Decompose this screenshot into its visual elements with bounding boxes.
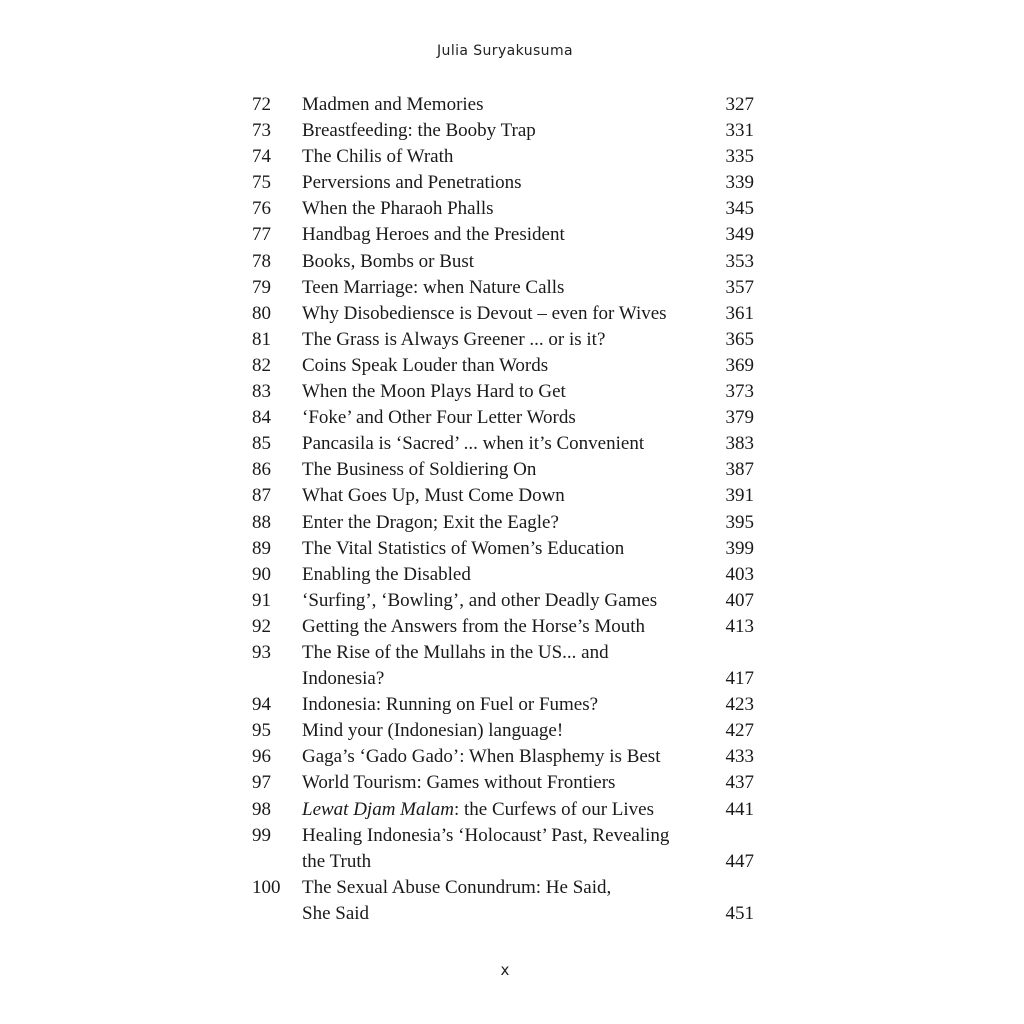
toc-entry-page: 451 — [725, 902, 754, 924]
toc-entry-page: 383 — [725, 433, 754, 455]
toc-entry-title: When the Moon Plays Hard to Get — [302, 381, 566, 403]
toc-entry-title: Pancasila is ‘Sacred’ ... when it’s Convenient — [302, 433, 645, 455]
toc-entry-number: 96 — [252, 746, 271, 768]
toc-entry — [252, 301, 754, 327]
toc-entry-page: 447 — [725, 850, 754, 872]
toc-entry-title — [302, 797, 718, 823]
toc-entry — [252, 588, 754, 614]
toc-entry-page: 373 — [725, 381, 754, 403]
toc-entry-number: 75 — [252, 172, 271, 194]
toc-entry-number: 92 — [252, 615, 271, 637]
toc-entry-page: 339 — [725, 172, 754, 194]
toc-entry-title: Perversions and Penetrations — [302, 172, 522, 194]
toc-entry-page: 423 — [725, 694, 754, 716]
toc-entry-title: Handbag Heroes and the President — [302, 224, 565, 246]
toc-entry-number: 74 — [252, 146, 271, 168]
toc-entry-number: 85 — [252, 433, 271, 455]
toc-entry-page: 361 — [725, 302, 754, 324]
toc-entry — [252, 379, 754, 405]
toc-entry-page: 335 — [725, 146, 754, 168]
toc-entry-number: 72 — [252, 94, 271, 115]
toc-entry-number: 88 — [252, 511, 271, 533]
toc-entry-page: 417 — [725, 668, 754, 690]
toc-entry — [252, 275, 754, 301]
toc-entry-page: 395 — [725, 511, 754, 533]
toc-entry-title: Why Disobediensce is Devout – even for Wives — [302, 302, 667, 324]
toc-entry-number: 79 — [252, 276, 271, 298]
toc-entry-number: 76 — [252, 198, 271, 220]
toc-entry-title: When the Pharaoh Phalls — [302, 198, 494, 220]
toc-entry — [252, 823, 754, 875]
toc-entry — [252, 692, 754, 718]
toc-entry-number: 80 — [252, 302, 271, 324]
toc-entry-number: 77 — [252, 224, 271, 246]
toc-entry-title: What Goes Up, Must Come Down — [302, 485, 565, 507]
toc-entry — [252, 510, 754, 536]
toc-entry-page: 357 — [725, 276, 754, 298]
toc-entry — [252, 353, 754, 379]
toc-entry-title: The Sexual Abuse Conundrum: He Said, She Said — [302, 876, 612, 924]
toc-entry — [252, 744, 754, 770]
toc-entry-title: Gaga’s ‘Gado Gado’: When Blasphemy is Best — [302, 746, 661, 768]
toc-entry-title: Healing Indonesia’s ‘Holocaust’ Past, Revealing the Truth — [302, 824, 670, 872]
toc-entry-title: The Grass is Always Greener ... or is it? — [302, 328, 606, 350]
toc-entry — [252, 431, 754, 457]
toc-entry-title: ‘Surfing’, ‘Bowling’, and other Deadly Games — [302, 589, 658, 611]
toc-entry-number: 82 — [252, 354, 271, 376]
toc-entry — [252, 196, 754, 222]
toc-entry-number: 98 — [252, 798, 271, 820]
toc-entry-title: The Rise of the Mullahs in the US... and Indonesia? — [302, 641, 609, 690]
toc-entry-number: 87 — [252, 485, 271, 507]
toc-entry-page: 369 — [725, 354, 754, 376]
toc-entry-title: ‘Foke’ and Other Four Letter Words — [302, 407, 576, 429]
toc-entry — [252, 640, 754, 692]
toc-entry-title: The Chilis of Wrath — [302, 146, 454, 168]
toc-entry-number: 99 — [252, 824, 271, 846]
toc-entry — [252, 222, 754, 248]
toc-entry-number: 83 — [252, 381, 271, 403]
toc-entry-number: 81 — [252, 328, 271, 350]
toc-entry-number: 100 — [252, 876, 281, 898]
toc-entry-number: 93 — [252, 641, 271, 663]
toc-entry — [252, 249, 754, 275]
toc-entry-number: 97 — [252, 772, 271, 794]
toc-entry-number: 73 — [252, 120, 271, 142]
toc-entry-page: 365 — [725, 328, 754, 350]
running-header: Julia Suryakusuma — [437, 43, 573, 59]
toc-entry — [252, 718, 754, 744]
toc-entry-number: 91 — [252, 589, 271, 611]
toc-entry-page: 379 — [725, 407, 754, 429]
toc-entry — [252, 327, 754, 353]
toc-entry-page: 331 — [725, 120, 754, 142]
toc-entry-page: 399 — [725, 537, 754, 559]
toc-entry-page: 391 — [725, 485, 754, 507]
toc-entry — [252, 614, 754, 640]
toc-entry-page: 407 — [725, 589, 754, 611]
toc-entry-number: 86 — [252, 459, 271, 481]
toc-entry-page: 441 — [725, 798, 754, 820]
toc-entry — [252, 405, 754, 431]
toc-entry-page: 403 — [725, 563, 754, 585]
toc-entry-title: Mind your (Indonesian) language! — [302, 720, 564, 742]
page-number: x — [500, 961, 510, 979]
toc-entry — [252, 118, 754, 144]
toc-entry-title: The Business of Soldiering On — [302, 459, 537, 481]
toc-entry-page: 437 — [725, 772, 754, 794]
toc-entry-number: 78 — [252, 250, 271, 272]
toc-entry — [252, 875, 754, 927]
toc-entry-title: Breastfeeding: the Booby Trap — [302, 120, 536, 142]
toc-entry-page: 427 — [725, 720, 754, 742]
toc-entry — [252, 770, 754, 796]
toc-entry-page: 327 — [725, 94, 754, 115]
toc-entry — [252, 170, 754, 196]
toc-entry — [252, 483, 754, 509]
toc-entry-title: Indonesia: Running on Fuel or Fumes? — [302, 694, 599, 716]
toc-entry — [252, 536, 754, 562]
toc-entry-title: Enter the Dragon; Exit the Eagle? — [302, 511, 559, 533]
toc-entry-page: 345 — [725, 198, 754, 220]
toc-entry-page: 433 — [725, 746, 754, 768]
toc-entry — [252, 92, 754, 118]
toc-entry-title: The Vital Statistics of Women’s Education — [302, 537, 625, 559]
toc-entry-title-italic: Lewat Djam Malam — [302, 798, 454, 820]
toc-entry-number: 95 — [252, 720, 271, 742]
toc-entry-number: 89 — [252, 537, 271, 559]
toc-entry-title: World Tourism: Games without Frontiers — [302, 772, 616, 794]
toc-entry-title: Getting the Answers from the Horse’s Mouth — [302, 615, 646, 637]
toc-entry-title: Teen Marriage: when Nature Calls — [302, 276, 565, 298]
toc-entry-number: 84 — [252, 407, 271, 429]
toc-entry-title-rest: : the Curfews of our Lives — [454, 798, 654, 820]
toc-entry-title: Enabling the Disabled — [302, 563, 471, 585]
toc-entry — [252, 457, 754, 483]
toc-entry-page: 387 — [725, 459, 754, 481]
toc-entry — [252, 797, 754, 823]
toc-entry-page: 413 — [725, 615, 754, 637]
toc-entry-number: 90 — [252, 563, 271, 585]
toc-entry-page: 353 — [725, 250, 754, 272]
toc-entry-page: 349 — [725, 224, 754, 246]
table-of-contents — [252, 92, 754, 927]
toc-entry-title: Madmen and Memories — [302, 94, 484, 115]
toc-entry-number: 94 — [252, 694, 271, 716]
toc-entry — [252, 562, 754, 588]
toc-entry-title: Books, Bombs or Bust — [302, 250, 475, 272]
toc-entry-title: Coins Speak Louder than Words — [302, 354, 549, 376]
toc-entry — [252, 144, 754, 170]
